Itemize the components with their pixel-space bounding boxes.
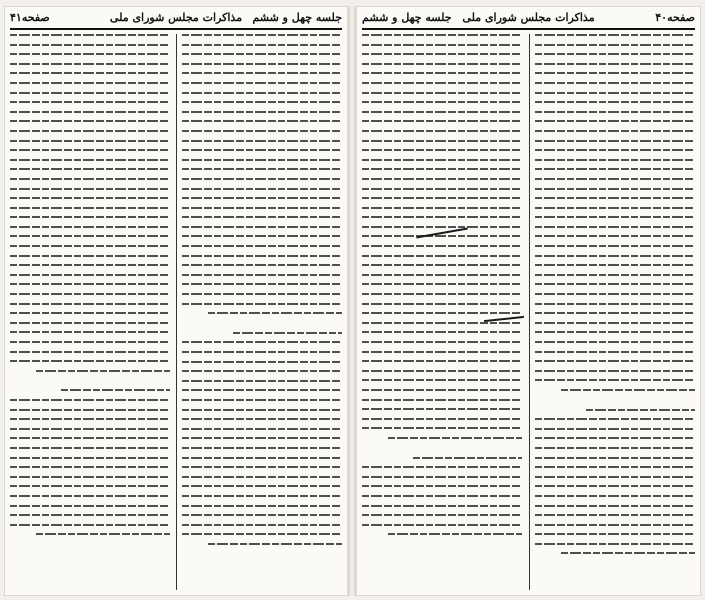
right-page-header (362, 10, 695, 28)
right-page-column-divider (529, 34, 530, 590)
right-page-header-rule (362, 28, 695, 30)
right-page (356, 6, 701, 596)
left-page-column-2 (10, 34, 170, 590)
right-page-column-2 (362, 34, 522, 590)
right-page-running-title: مذاکرات مجلس شورای ملی (462, 11, 595, 24)
left-page-running-title: مذاکرات مجلس شورای ملی (109, 11, 243, 24)
left-page-header (10, 10, 342, 28)
left-page-column-divider (176, 34, 177, 590)
left-page-number: صفحه۴۱ (10, 11, 50, 24)
left-page-session: جلسه چهل و ششم (252, 11, 342, 24)
right-page-number: صفحه۴۰ (655, 11, 695, 24)
right-page-session: جلسه چهل و ششم (362, 11, 452, 24)
left-page (4, 6, 348, 596)
left-page-header-rule (10, 28, 342, 30)
book-gutter (348, 6, 356, 596)
left-page-column-1 (182, 34, 342, 590)
right-page-column-1 (535, 34, 695, 590)
